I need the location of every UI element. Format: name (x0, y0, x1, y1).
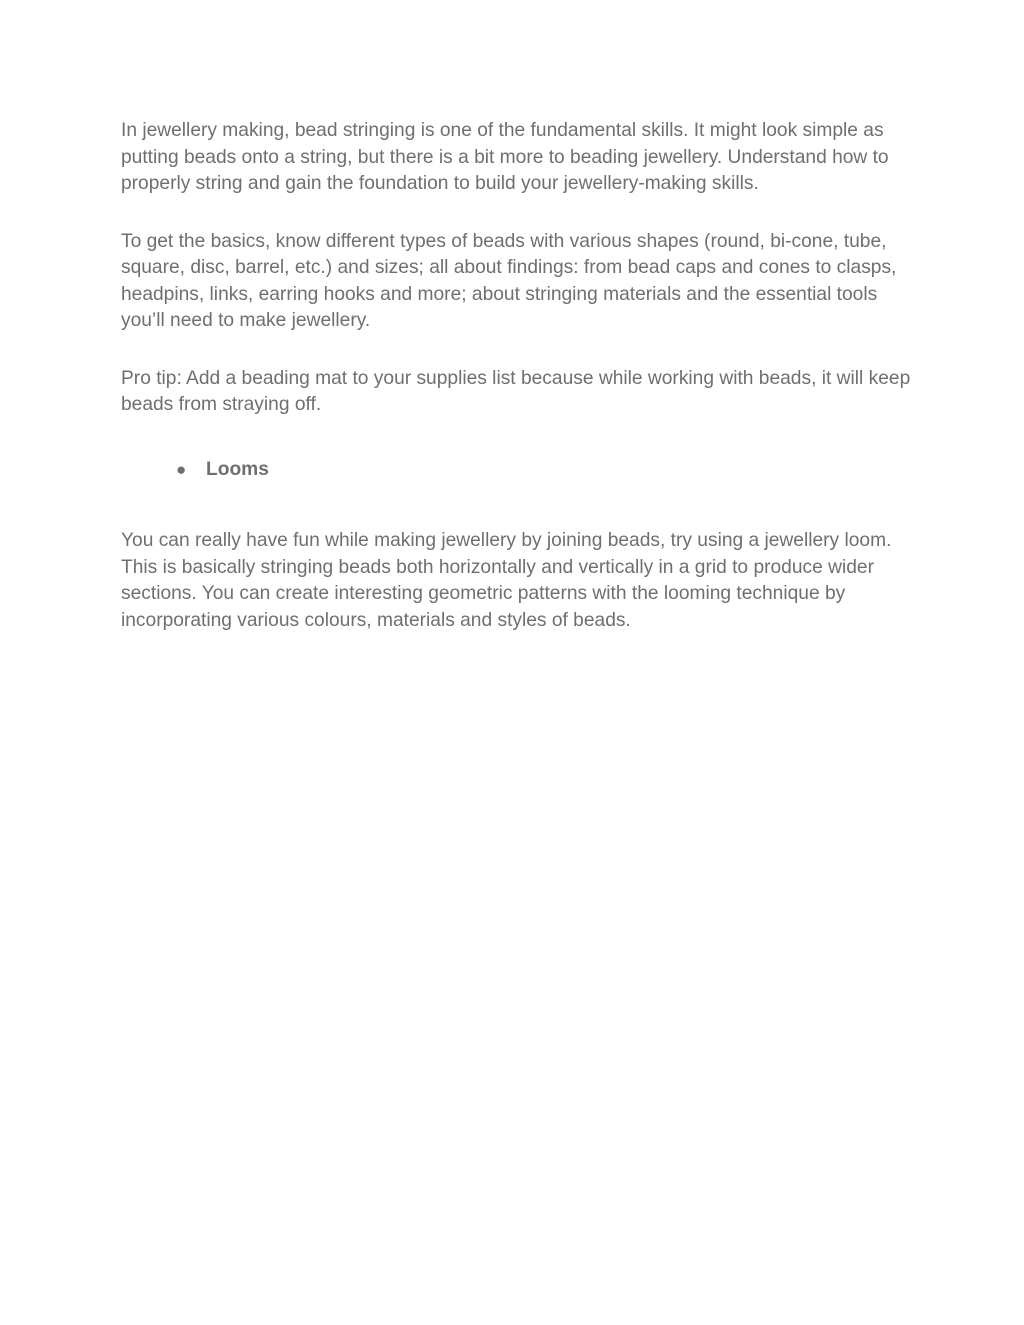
bullet-list (121, 457, 911, 484)
paragraph-looms: You can really have fun while making jewellery by joining beads, try using a jewellery loom. This is basically stringing beads both horizontally and vertically in a grid to produce wider sections. You can create interesting geometric patterns with the looming technique by incorporating various colours, materials and styles of beads. (121, 530, 892, 631)
list-item (121, 457, 911, 484)
paragraph-pro-tip: Pro tip: Add a beading mat to your supplies list because while working with beads, it will keep beads from straying off. (121, 367, 911, 415)
paragraph-intro: In jewellery making, bead stringing is one of the fundamental skills. It might look simple as putting beads onto a string, but there is a bit more to beading jewellery. Understand how to properly string and gain the foundation to build your jewellery-making skills. (121, 120, 889, 194)
bullet-label-looms: Looms (206, 458, 269, 480)
bullet-marker-icon: ● (176, 459, 187, 479)
paragraph-basics: To get the basics, know different types of beads with various shapes (round, bi-cone, tube, square, disc, barrel, etc.) and sizes; all about findings: from bead caps and cones to clasps, headpins, links, earring hooks and more; about stringing materials and the essential tools you’ll need to make jewellery. (121, 230, 897, 331)
document-body (121, 118, 911, 634)
